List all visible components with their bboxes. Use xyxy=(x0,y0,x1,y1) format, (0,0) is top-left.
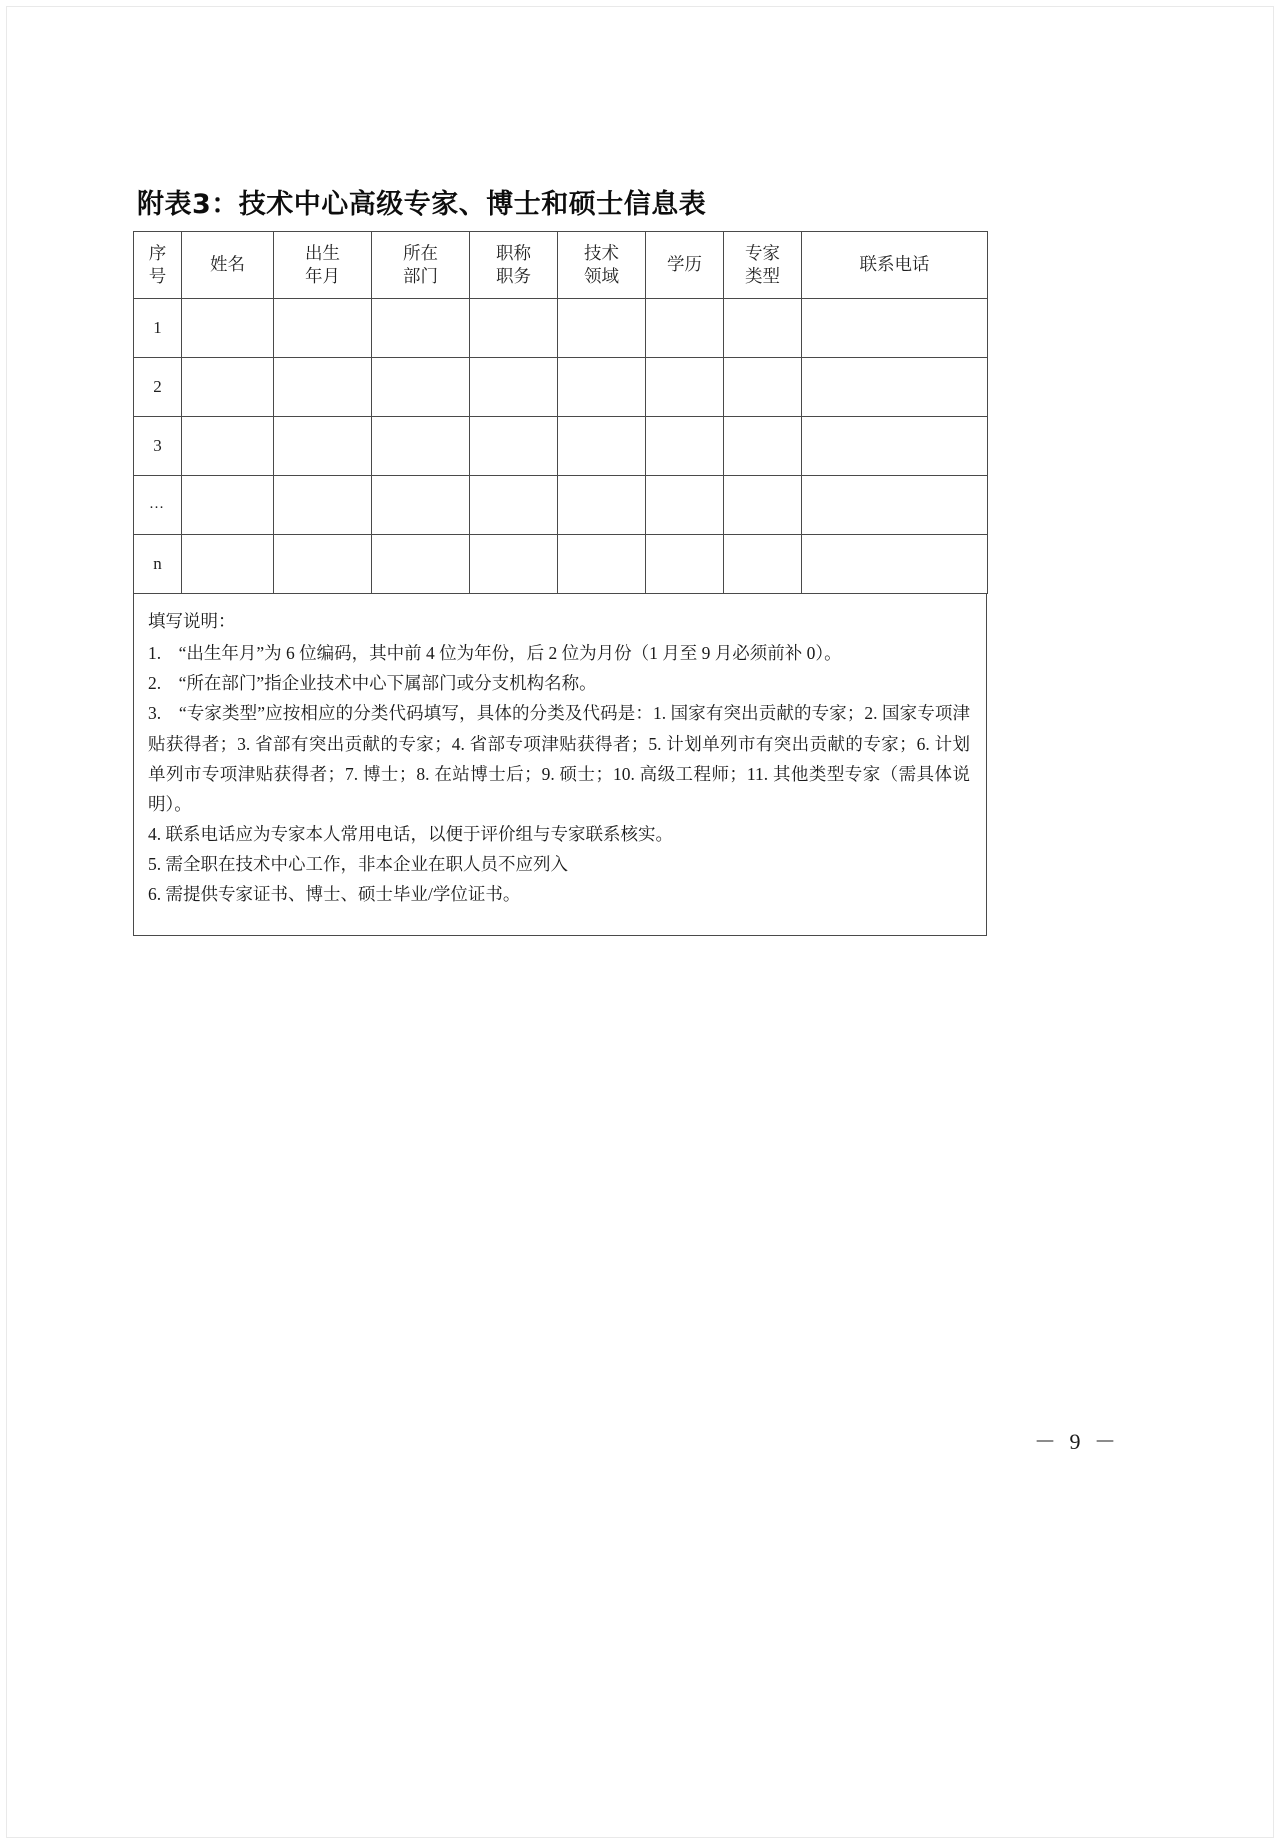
cell-department[interactable] xyxy=(372,358,470,417)
column-header-tech-field-line2: 领域 xyxy=(584,266,619,286)
table-row xyxy=(134,299,988,358)
table-header-row xyxy=(134,232,988,299)
cell-job-title[interactable] xyxy=(470,535,558,594)
column-header-education-line1: 学历 xyxy=(667,254,702,275)
page-title: 附表3：技术中心高级专家、博士和硕士信息表 xyxy=(137,189,707,220)
cell-job-title[interactable] xyxy=(470,417,558,476)
column-header-department-line2: 部门 xyxy=(403,266,438,286)
column-header-job-title xyxy=(470,232,558,299)
column-header-department xyxy=(372,232,470,299)
column-header-job-title-line1: 职称 xyxy=(496,242,531,263)
column-header-expert-type xyxy=(724,232,802,299)
column-header-phone xyxy=(802,232,988,299)
cell-birth[interactable] xyxy=(274,476,372,535)
cell-birth[interactable] xyxy=(274,535,372,594)
table-row xyxy=(134,476,988,535)
cell-education[interactable] xyxy=(646,299,724,358)
cell-education[interactable] xyxy=(646,417,724,476)
cell-tech-field[interactable] xyxy=(558,476,646,535)
instruction-item-1: 1. “出生年月”为 6 位编码，其中前 4 位为年份，后 2 位为月份（1 月至 9 月必须前补 0）。 xyxy=(148,643,842,664)
instructions-heading: 填写说明： xyxy=(148,611,236,631)
table-row xyxy=(134,417,988,476)
cell-job-title[interactable] xyxy=(470,476,558,535)
cell-department[interactable] xyxy=(372,535,470,594)
column-header-department-line1: 所在 xyxy=(403,242,438,263)
column-header-tech-field-line1: 技术 xyxy=(584,242,619,263)
cell-expert-type[interactable] xyxy=(724,476,802,535)
cell-education[interactable] xyxy=(646,358,724,417)
cell-department[interactable] xyxy=(372,476,470,535)
cell-birth[interactable] xyxy=(274,358,372,417)
column-header-education xyxy=(646,232,724,299)
cell-name[interactable] xyxy=(182,299,274,358)
expert-info-table xyxy=(133,231,988,594)
column-header-birth-line2: 年月 xyxy=(305,266,340,286)
cell-birth[interactable] xyxy=(274,417,372,476)
instruction-item-4: 4. 联系电话应为专家本人常用电话，以便于评价组与专家联系核实。 xyxy=(148,823,673,844)
cell-phone[interactable] xyxy=(802,417,988,476)
cell-job-title[interactable] xyxy=(470,358,558,417)
filling-instructions xyxy=(133,594,987,936)
column-header-index xyxy=(134,232,182,299)
table-row xyxy=(134,358,988,417)
column-header-birth-line1: 出生 xyxy=(305,242,340,263)
cell-phone[interactable] xyxy=(802,358,988,417)
instruction-item-6: 6. 需提供专家证书、博士、硕士毕业/学位证书。 xyxy=(148,884,521,904)
cell-expert-type[interactable] xyxy=(724,299,802,358)
cell-tech-field[interactable] xyxy=(558,299,646,358)
page-number: － 9 － xyxy=(1033,1429,1120,1454)
column-header-expert-type-line2: 类型 xyxy=(745,266,780,286)
cell-phone[interactable] xyxy=(802,535,988,594)
column-header-phone-line1: 联系电话 xyxy=(859,254,930,275)
cell-education[interactable] xyxy=(646,535,724,594)
cell-education[interactable] xyxy=(646,476,724,535)
cell-name[interactable] xyxy=(182,417,274,476)
cell-index: 1 xyxy=(134,299,182,358)
cell-tech-field[interactable] xyxy=(558,535,646,594)
cell-name[interactable] xyxy=(182,476,274,535)
table-header xyxy=(134,232,988,299)
cell-birth[interactable] xyxy=(274,299,372,358)
column-header-name-line1: 姓名 xyxy=(210,254,245,275)
table-row xyxy=(134,535,988,594)
document-content xyxy=(133,182,987,936)
column-header-tech-field xyxy=(558,232,646,299)
cell-job-title[interactable] xyxy=(470,299,558,358)
cell-name[interactable] xyxy=(182,358,274,417)
column-header-birth xyxy=(274,232,372,299)
cell-expert-type[interactable] xyxy=(724,417,802,476)
instruction-item-3: 3. “专家类型”应按相应的分类代码填写，具体的分类及代码是：1. 国家有突出贡献的专家；2. 国家专项津贴获得者；3. 省部有突出贡献的专家；4. 省部专项津贴获得者；5. 计划单列市有突出贡献的专家；6. 计划单列市专项津贴获得者；7. 博士；8. 在站博士后；9. 硕士；10. 高级工程师；11. 其他类型专家（需具体说明）。 xyxy=(148,703,970,814)
cell-index: n xyxy=(134,535,182,594)
instruction-item-5: 5. 需全职在技术中心工作，非本企业在职人员不应列入 xyxy=(148,853,568,874)
cell-expert-type[interactable] xyxy=(724,535,802,594)
column-header-job-title-line2: 职务 xyxy=(496,266,531,286)
cell-tech-field[interactable] xyxy=(558,417,646,476)
cell-expert-type[interactable] xyxy=(724,358,802,417)
cell-name[interactable] xyxy=(182,535,274,594)
column-header-index-line1: 序 xyxy=(148,242,167,263)
cell-index: 2 xyxy=(134,358,182,417)
cell-index: … xyxy=(134,476,182,535)
cell-department[interactable] xyxy=(372,417,470,476)
table-body xyxy=(134,299,988,594)
cell-department[interactable] xyxy=(372,299,470,358)
column-header-expert-type-line1: 专家 xyxy=(745,242,780,263)
instruction-item-2: 2. “所在部门”指企业技术中心下属部门或分支机构名称。 xyxy=(148,673,597,694)
cell-index: 3 xyxy=(134,417,182,476)
cell-phone[interactable] xyxy=(802,299,988,358)
cell-tech-field[interactable] xyxy=(558,358,646,417)
column-header-name xyxy=(182,232,274,299)
column-header-index-line2: 号 xyxy=(148,266,167,286)
cell-phone[interactable] xyxy=(802,476,988,535)
